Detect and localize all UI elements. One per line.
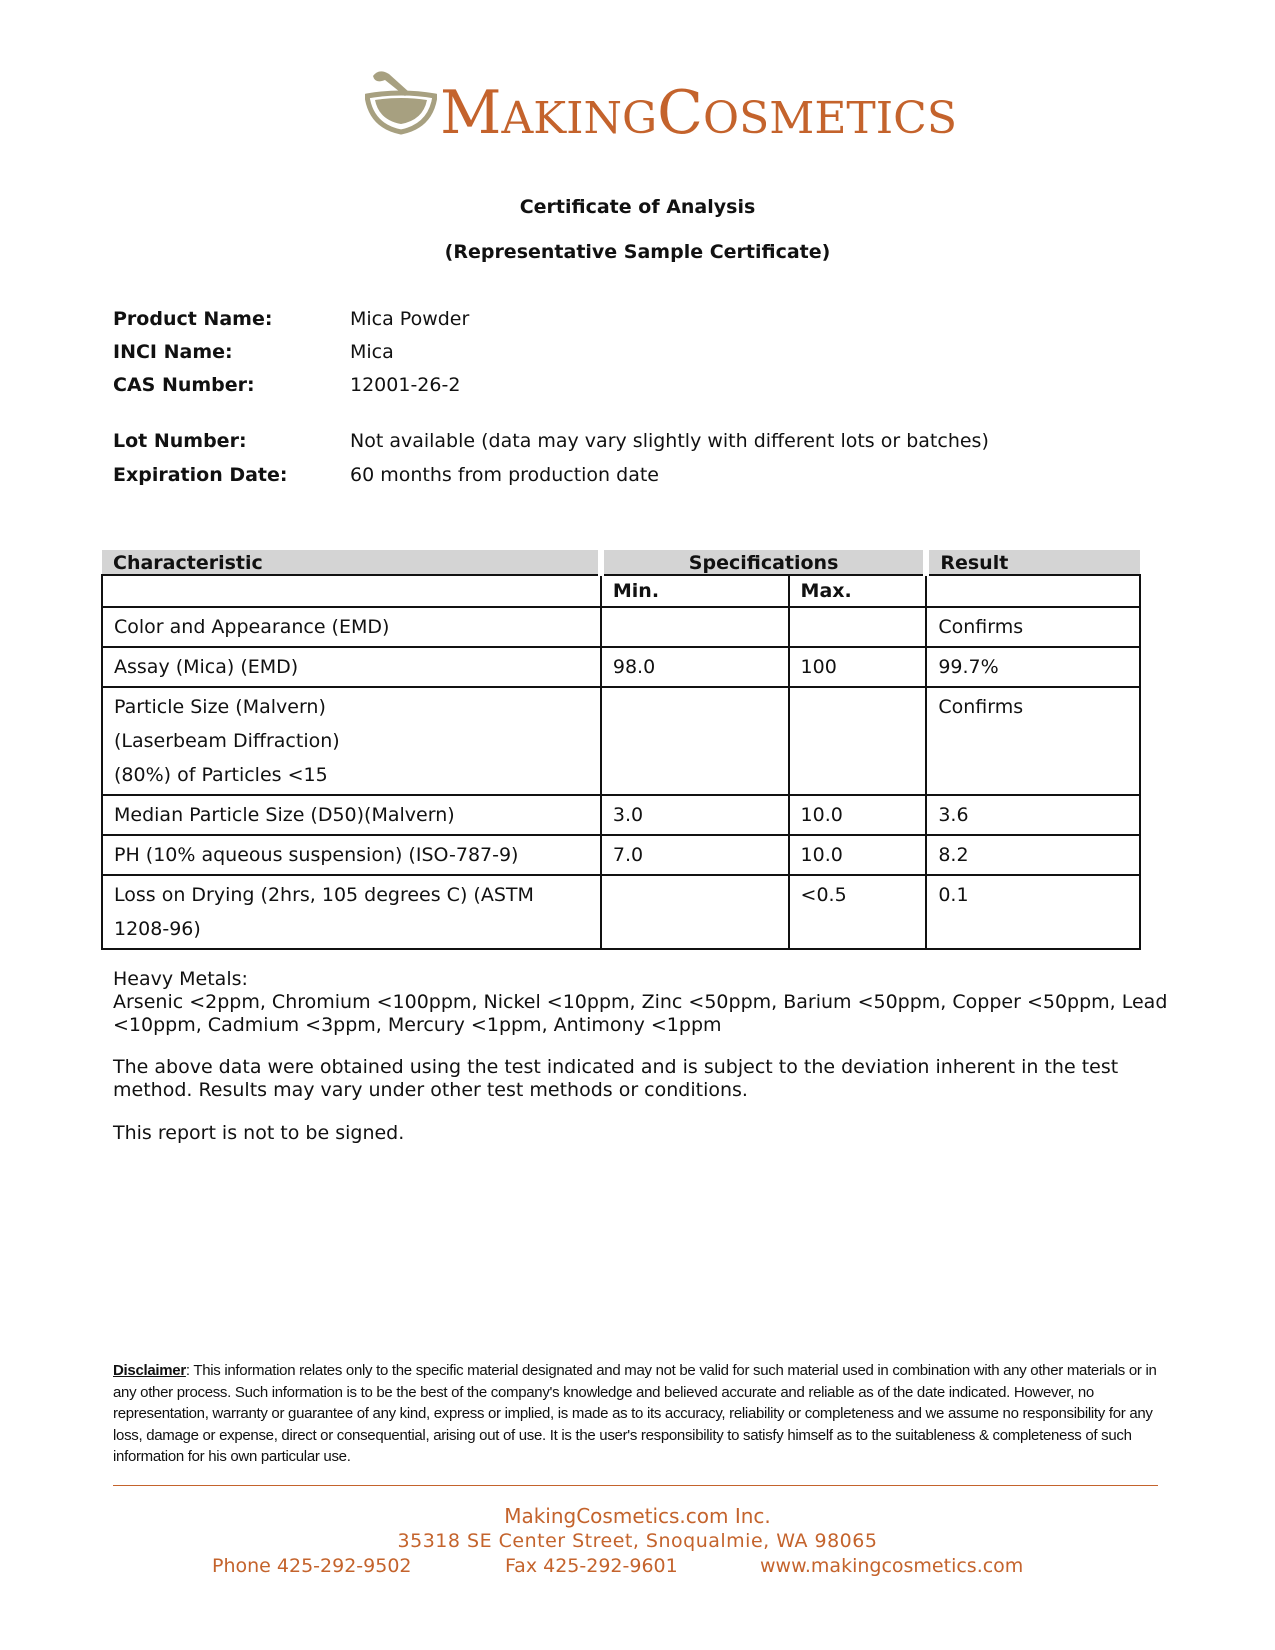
cell-min: 7.0 xyxy=(601,835,789,875)
header-specifications: Specifications xyxy=(601,550,926,575)
heavy-metals-line: <10ppm, Cadmium <3ppm, Mercury <1ppm, Antimony <1ppm xyxy=(113,1014,722,1036)
cell-characteristic xyxy=(102,875,601,949)
cell-result: 3.6 xyxy=(926,795,1140,835)
disclaimer-label: Disclaimer xyxy=(113,1362,186,1379)
cell-characteristic xyxy=(102,687,601,795)
characteristic-line: Assay (Mica) (EMD) xyxy=(114,656,299,678)
lot-number-value: Not available (data may vary slightly with different lots or batches) xyxy=(350,430,989,452)
mortar-pestle-icon xyxy=(365,66,437,138)
table-row xyxy=(102,835,1140,875)
document-title: Certificate of Analysis xyxy=(519,196,756,218)
table-row xyxy=(102,607,1140,647)
footer-address: 35318 SE Center Street, Snoqualmie, WA 98065 xyxy=(397,1530,878,1552)
cell-max xyxy=(789,607,927,647)
deviation-note xyxy=(113,1056,1173,1102)
table-row xyxy=(102,687,1140,795)
disclaimer-text: : This information relates only to the specific material designated and may not be valid for such material used in combination with any other materials or in any other process. Such information is to be the best of the company's knowledge and believed accurate and reliable as of the date indicated. However, no representation, warranty or guarantee of any kind, express or implied, is made as to its accuracy, reliability or completeness and we assume no responsibility for any loss, damage or expense, direct or consequential, arising out of use. It is the user's responsibility to satisfy himself as to the suitableness & completeness of such information for his own particular use. xyxy=(113,1362,1157,1465)
inci-name-label: INCI Name: xyxy=(113,341,233,363)
footer-phone: Phone 425-292-9502 xyxy=(212,1555,412,1577)
deviation-line: The above data were obtained using the test indicated and is subject to the deviation inherent in the test xyxy=(113,1056,1119,1078)
header-min: Min. xyxy=(601,575,789,607)
footer-fax: Fax 425-292-9601 xyxy=(505,1555,678,1577)
footer-divider xyxy=(113,1485,1158,1486)
characteristic-line: Loss on Drying (2hrs, 105 degrees C) (ASTM xyxy=(114,884,534,906)
cell-max: 10.0 xyxy=(789,795,927,835)
cell-max: 10.0 xyxy=(789,835,927,875)
characteristic-line: (Laserbeam Diffraction) xyxy=(114,730,340,752)
cell-max: 100 xyxy=(789,647,927,687)
subheader-empty-result xyxy=(926,575,1140,607)
cell-max: <0.5 xyxy=(789,875,927,949)
heavy-metals-block xyxy=(113,968,1173,1037)
table-body xyxy=(102,607,1140,949)
inci-name-value: Mica xyxy=(350,341,394,363)
signature-note: This report is not to be signed. xyxy=(113,1122,405,1144)
expiration-date-value: 60 months from production date xyxy=(350,464,659,486)
cell-min xyxy=(601,875,789,949)
cell-result: 8.2 xyxy=(926,835,1140,875)
deviation-line: method. Results may vary under other test methods or conditions. xyxy=(113,1079,748,1101)
company-logo: MAKINGCOSMETICS xyxy=(365,66,905,146)
product-name-label: Product Name: xyxy=(113,308,273,330)
table-row xyxy=(102,647,1140,687)
table-subheader-row xyxy=(102,575,1140,607)
characteristic-line: (80%) of Particles <15 xyxy=(114,764,328,786)
cell-characteristic xyxy=(102,647,601,687)
header-result: Result xyxy=(926,550,1140,575)
cas-number-value: 12001-26-2 xyxy=(350,374,461,396)
cell-min xyxy=(601,607,789,647)
footer-company: MakingCosmetics.com Inc. xyxy=(504,1504,771,1528)
subheader-empty xyxy=(102,575,601,607)
product-name-value: Mica Powder xyxy=(350,308,470,330)
cell-result: Confirms xyxy=(926,687,1140,795)
expiration-date-label: Expiration Date: xyxy=(113,464,288,486)
cell-min: 3.0 xyxy=(601,795,789,835)
footer-website[interactable]: www.makingcosmetics.com xyxy=(760,1555,1024,1577)
table-header-row xyxy=(102,550,1140,575)
cell-result: Confirms xyxy=(926,607,1140,647)
document-subtitle: (Representative Sample Certificate) xyxy=(444,241,831,263)
analysis-table xyxy=(101,550,1141,950)
header-max: Max. xyxy=(789,575,927,607)
table-row xyxy=(102,875,1140,949)
heavy-metals-line: Arsenic <2ppm, Chromium <100ppm, Nickel <10ppm, Zinc <50ppm, Barium <50ppm, Copper <50ppm, Lead xyxy=(113,991,1168,1013)
cas-number-label: CAS Number: xyxy=(113,374,255,396)
characteristic-line: Median Particle Size (D50)(Malvern) xyxy=(114,804,455,826)
header-characteristic: Characteristic xyxy=(102,550,601,575)
lot-number-label: Lot Number: xyxy=(113,430,247,452)
cell-min: 98.0 xyxy=(601,647,789,687)
characteristic-line: Color and Appearance (EMD) xyxy=(114,616,390,638)
cell-result: 99.7% xyxy=(926,647,1140,687)
cell-max xyxy=(789,687,927,795)
cell-characteristic xyxy=(102,607,601,647)
disclaimer xyxy=(113,1360,1163,1468)
cell-characteristic xyxy=(102,835,601,875)
heavy-metals-label: Heavy Metals: xyxy=(113,968,248,990)
cell-characteristic xyxy=(102,795,601,835)
characteristic-line: Particle Size (Malvern) xyxy=(114,696,326,718)
cell-result: 0.1 xyxy=(926,875,1140,949)
table-row xyxy=(102,795,1140,835)
characteristic-line: PH (10% aqueous suspension) (ISO-787-9) xyxy=(114,844,519,866)
cell-min xyxy=(601,687,789,795)
characteristic-line: 1208-96) xyxy=(114,918,201,940)
